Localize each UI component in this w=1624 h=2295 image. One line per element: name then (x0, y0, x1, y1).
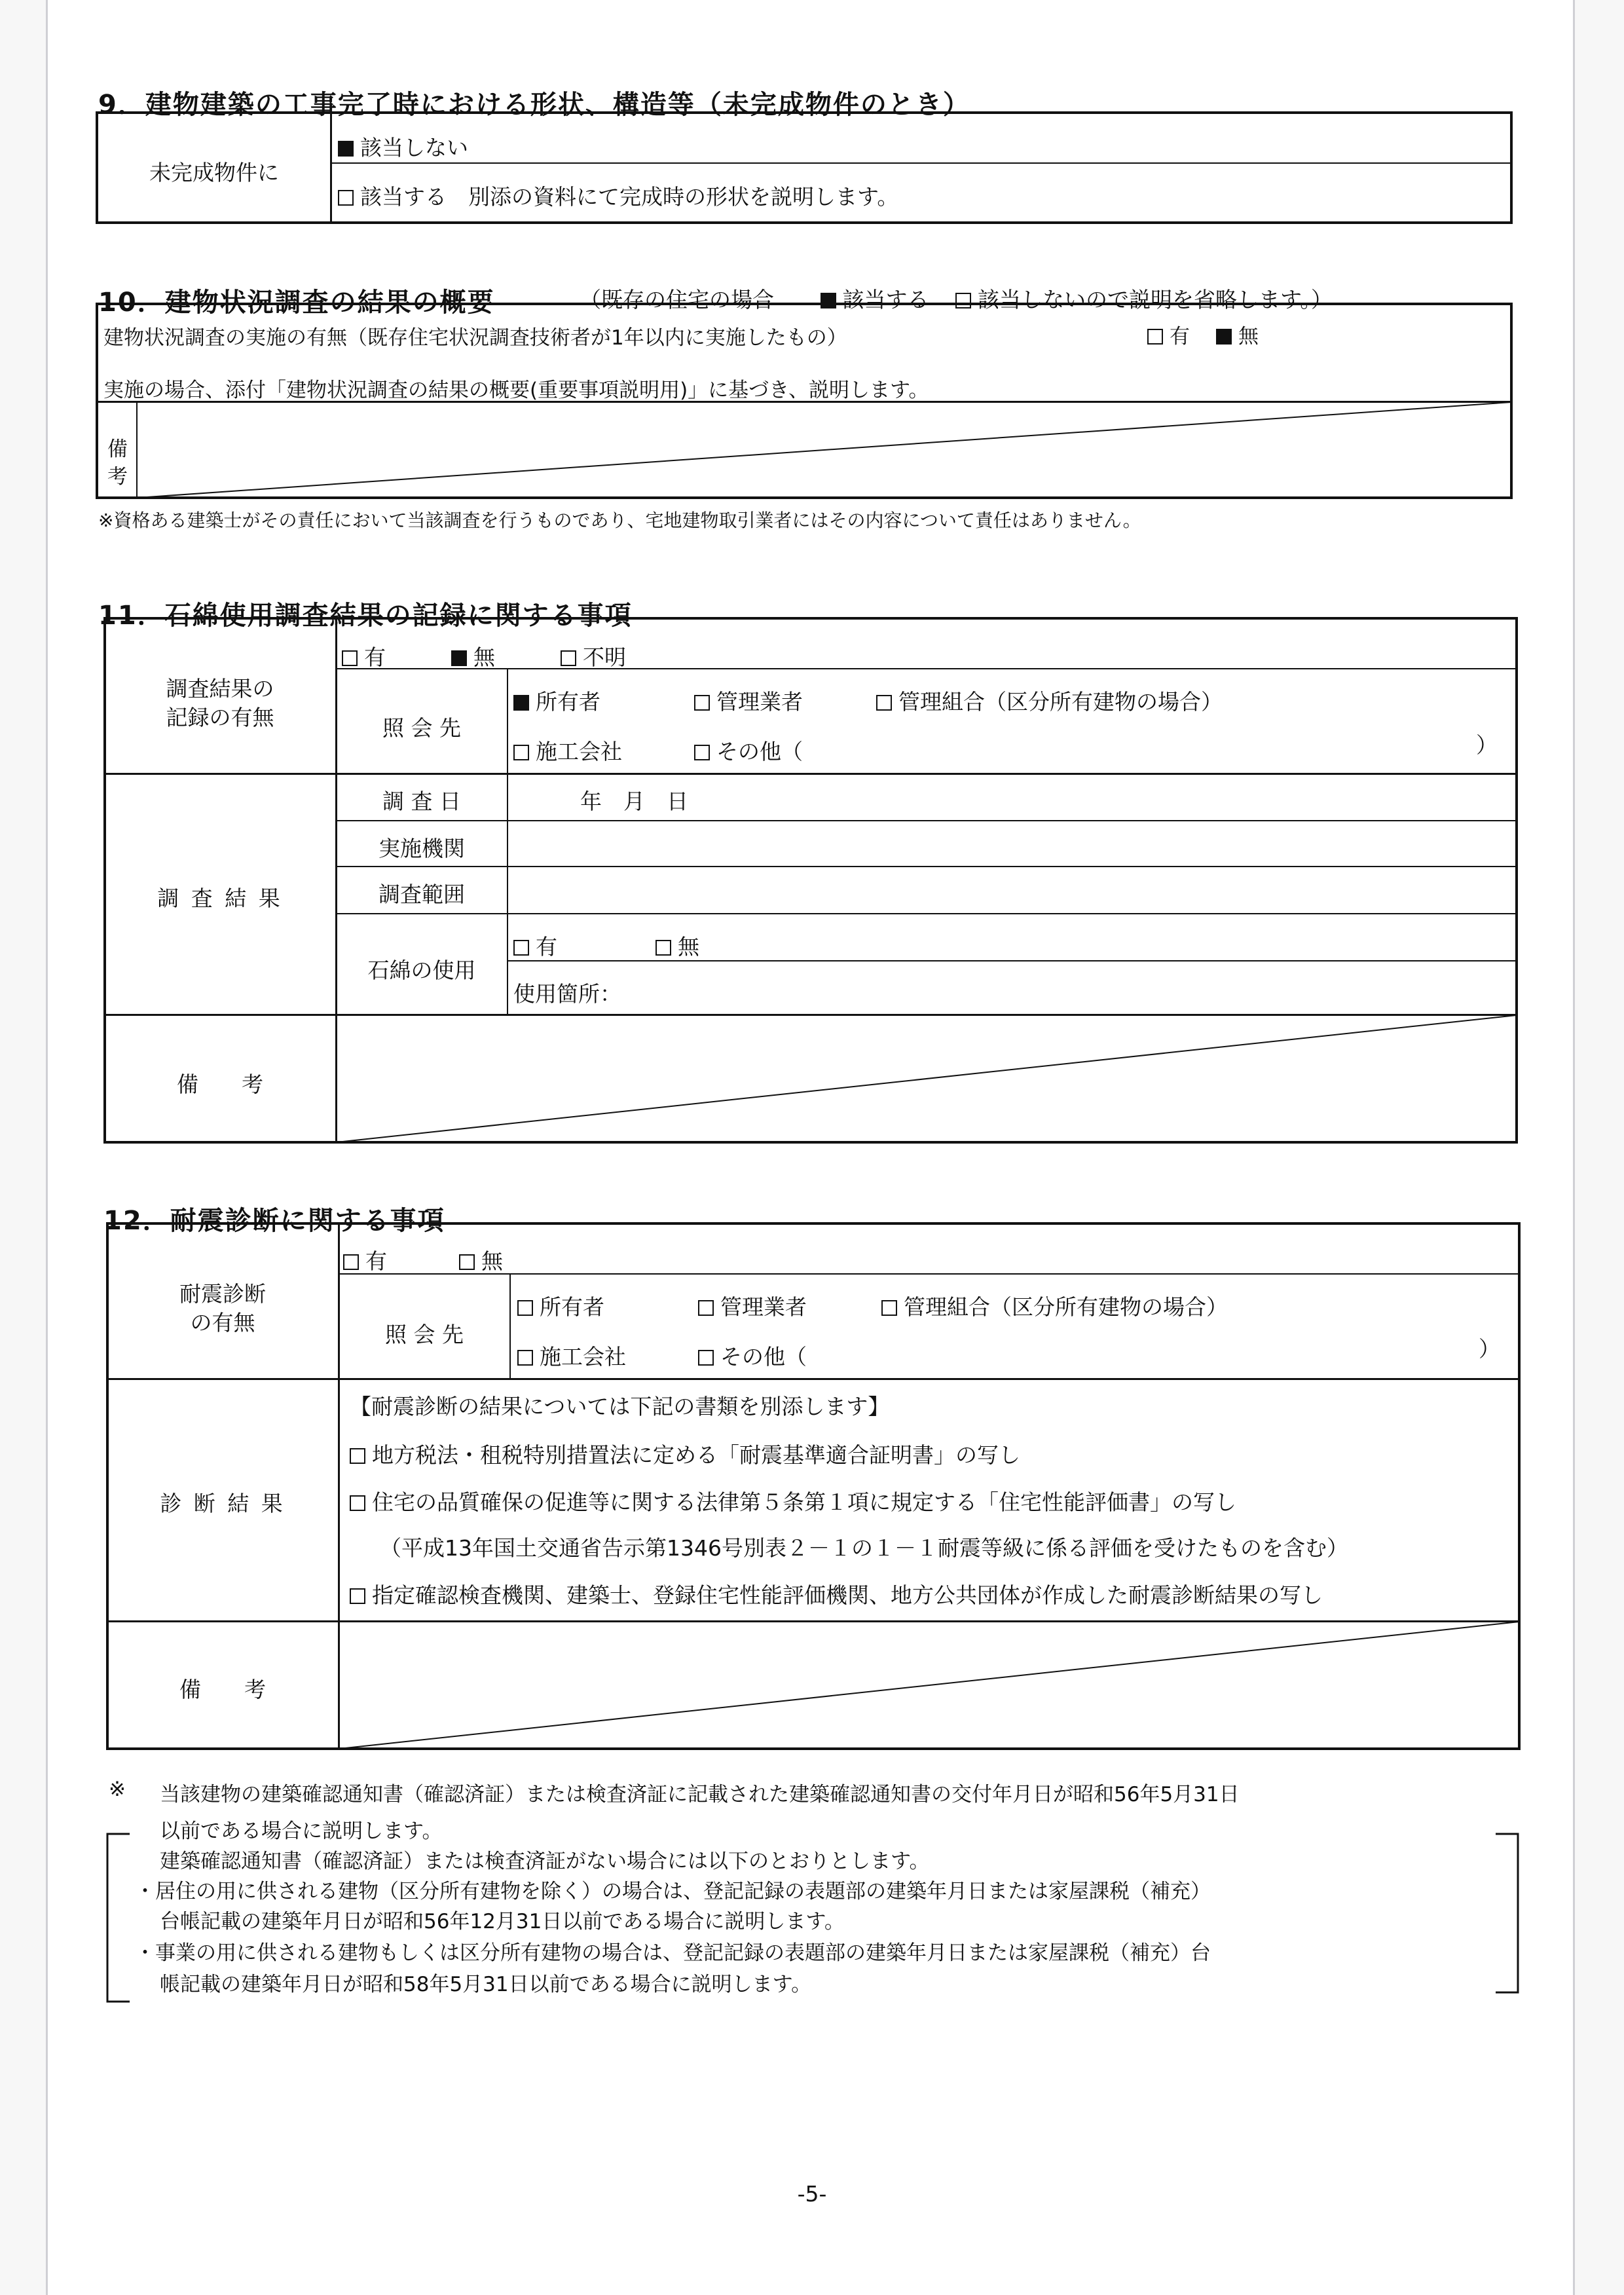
section-11-remark-label: 備 考 (177, 1072, 263, 1097)
section-10-remark-char1: 備 (107, 438, 128, 461)
section-12-remark-label: 備 考 (179, 1677, 266, 1702)
footnote-line-3: 建築確認通知書（確認済証）または検査済証がない場合には以下のとおりとします。 (160, 1850, 930, 1873)
section-11-date-label: 調 査 日 (382, 789, 461, 814)
section-10-note: ※資格ある建築士がその責任において当該調査を行うものであり、宅地建物取引業者にはその内容について責任はありません。 (98, 510, 1141, 531)
checkbox-icon[interactable] (517, 1350, 533, 1366)
checkbox-icon[interactable] (517, 1300, 533, 1316)
section-11-date-value[interactable]: 年 月 日 (580, 789, 688, 814)
footnote-line-4: ・居住の用に供される建物（区分所有建物を除く）の場合は、登記記録の表題部の建築年月日または家屋課税（補充） (135, 1880, 1211, 1903)
section-10-row2: 実施の場合、添付「建物状況調査の結果の概要(重要事項説明用)」に基づき、説明します。 (103, 379, 929, 402)
checkbox-checked-icon[interactable] (1216, 329, 1232, 345)
section-12-label-2: の有無 (190, 1310, 255, 1335)
section-11-result-label: 調 査 結 果 (157, 886, 283, 911)
section-11-record-label-1: 調査結果の (166, 676, 274, 701)
section-10-condition: （既存の住宅の場合 該当する 該当しないので説明を省略します。） (580, 287, 1333, 312)
footnote-line-2: 以前である場合に説明します。 (160, 1819, 443, 1843)
section-11-asbestos-label: 石綿の使用 (367, 958, 476, 983)
checkbox-icon[interactable] (350, 1495, 365, 1511)
section-10-title: 10．建物状況調査の結果の概要 (98, 288, 495, 318)
checkbox-icon[interactable] (694, 695, 710, 711)
section-11-diagonal (337, 1015, 1517, 1142)
checkbox-checked-icon[interactable] (513, 695, 529, 711)
section-12-options: 有 無 (343, 1244, 503, 1275)
section-11-record-options: 有 無 不明 (342, 641, 626, 671)
checkbox-icon[interactable] (655, 940, 671, 956)
section-11-inquiry-label: 照 会 先 (382, 715, 461, 741)
section-11-record-label-2: 記録の有無 (166, 705, 274, 730)
footnote-line-1: 当該建物の建築確認通知書（確認済証）または検査済証に記載された建築確認通知書の交付年月日が昭和56年5月31日 (160, 1783, 1240, 1806)
checkbox-icon[interactable] (342, 650, 358, 666)
section-10-survey-yes-no: 有 無 (1147, 320, 1259, 349)
section-11-mgmt-assoc[interactable]: 管理組合（区分所有建物の場合） (876, 685, 1223, 716)
section-12-inquiry-label: 照 会 先 (385, 1322, 464, 1347)
checkbox-icon[interactable] (1147, 329, 1163, 345)
bracket-right (1494, 1833, 1521, 1994)
checkbox-icon[interactable] (350, 1448, 365, 1464)
checkbox-icon[interactable] (561, 650, 576, 666)
section-11-location-label: 使用箇所： (513, 981, 621, 1007)
checkbox-icon[interactable] (338, 190, 354, 206)
checkbox-icon[interactable] (350, 1588, 365, 1604)
section-12-result-item-1[interactable]: 地方税法・租税特別措置法に定める「耐震基準適合証明書」の写し (350, 1438, 1020, 1469)
checkbox-icon[interactable] (694, 745, 710, 760)
section-9-label: 未完成物件に (149, 160, 279, 185)
checkbox-icon[interactable] (876, 695, 892, 711)
checkbox-checked-icon[interactable] (338, 141, 354, 157)
section-11-builder[interactable]: 施工会社 (513, 735, 622, 766)
section-11-other-close: ） (1476, 732, 1498, 758)
checkbox-checked-icon[interactable] (451, 650, 467, 666)
section-12-other-close: ） (1479, 1336, 1500, 1362)
footnote-line-7: 帳記載の建築年月日が昭和58年5月31日以前である場合に説明します。 (160, 1973, 812, 1996)
section-12-label-1: 耐震診断 (179, 1281, 266, 1307)
section-12-mgmt-co[interactable]: 管理業者 (698, 1290, 807, 1321)
section-12-mgmt-assoc[interactable]: 管理組合（区分所有建物の場合） (881, 1290, 1228, 1321)
section-12-result-item-3[interactable]: 指定確認検査機関、建築士、登録住宅性能評価機関、地方公共団体が作成した耐震診断結果の写し (350, 1578, 1323, 1609)
section-11-owner[interactable]: 所有者 (513, 685, 600, 716)
section-12-builder[interactable]: 施工会社 (517, 1340, 626, 1371)
footnote-line-6: ・事業の用に供される建物もしくは区分所有建物の場合は、登記記録の表題部の建築年月日または家屋課税（補充）台 (135, 1941, 1211, 1965)
section-11-mgmt-co[interactable]: 管理業者 (694, 685, 803, 716)
section-12-result-label: 診 断 結 果 (160, 1491, 286, 1516)
footnote-line-5: 台帳記載の建築年月日が昭和56年12月31日以前である場合に説明します。 (160, 1910, 845, 1933)
checkbox-icon[interactable] (698, 1350, 714, 1366)
section-11-title: 11．石綿使用調査結果の記録に関する事項 (98, 601, 633, 631)
checkbox-icon[interactable] (513, 940, 529, 956)
checkbox-icon[interactable] (513, 745, 529, 760)
section-12-result-heading: 【耐震診断の結果については下記の書類を別添します】 (350, 1394, 890, 1419)
footnote-mark: ※ (109, 1778, 126, 1801)
bracket-left (105, 1833, 131, 2003)
section-11-agency-label: 実施機関 (378, 836, 465, 861)
section-12-title: 12．耐震診断に関する事項 (103, 1206, 445, 1236)
section-10-remark-char2: 考 (107, 465, 128, 489)
section-11-asbestos-options: 有 無 (513, 930, 699, 961)
checkbox-icon[interactable] (698, 1300, 714, 1316)
checkbox-icon[interactable] (459, 1254, 475, 1270)
checkbox-icon[interactable] (881, 1300, 897, 1316)
section-12-other[interactable]: その他（ (698, 1340, 807, 1371)
page-number: -5- (797, 2181, 827, 2207)
section-12-owner[interactable]: 所有者 (517, 1290, 604, 1321)
section-12-result-item-2-note: （平成13年国土交通省告示第1346号別表２－１の１－１耐震等級に係る評価を受けたものを含む） (380, 1535, 1348, 1561)
section-10-diagonal (138, 402, 1511, 498)
section-10-row1: 建物状況調査の実施の有無（既存住宅状況調査技術者が1年以内に実施したもの） (103, 326, 847, 350)
section-11-other[interactable]: その他（ (694, 735, 803, 766)
section-12-result-item-2[interactable]: 住宅の品質確保の促進等に関する法律第５条第１項に規定する「住宅性能評価書」の写し (350, 1485, 1236, 1516)
section-9-option-applicable[interactable]: 該当する 別添の資料にて完成時の形状を説明します。 (338, 180, 898, 211)
section-9-option-not-applicable[interactable]: 該当しない (338, 131, 468, 162)
section-11-scope-label: 調査範囲 (378, 882, 465, 907)
section-12-diagonal (339, 1622, 1519, 1749)
section-9-title: 9．建物建築の工事完了時における形状、構造等（未完成物件のとき） (98, 90, 970, 120)
checkbox-icon[interactable] (343, 1254, 359, 1270)
